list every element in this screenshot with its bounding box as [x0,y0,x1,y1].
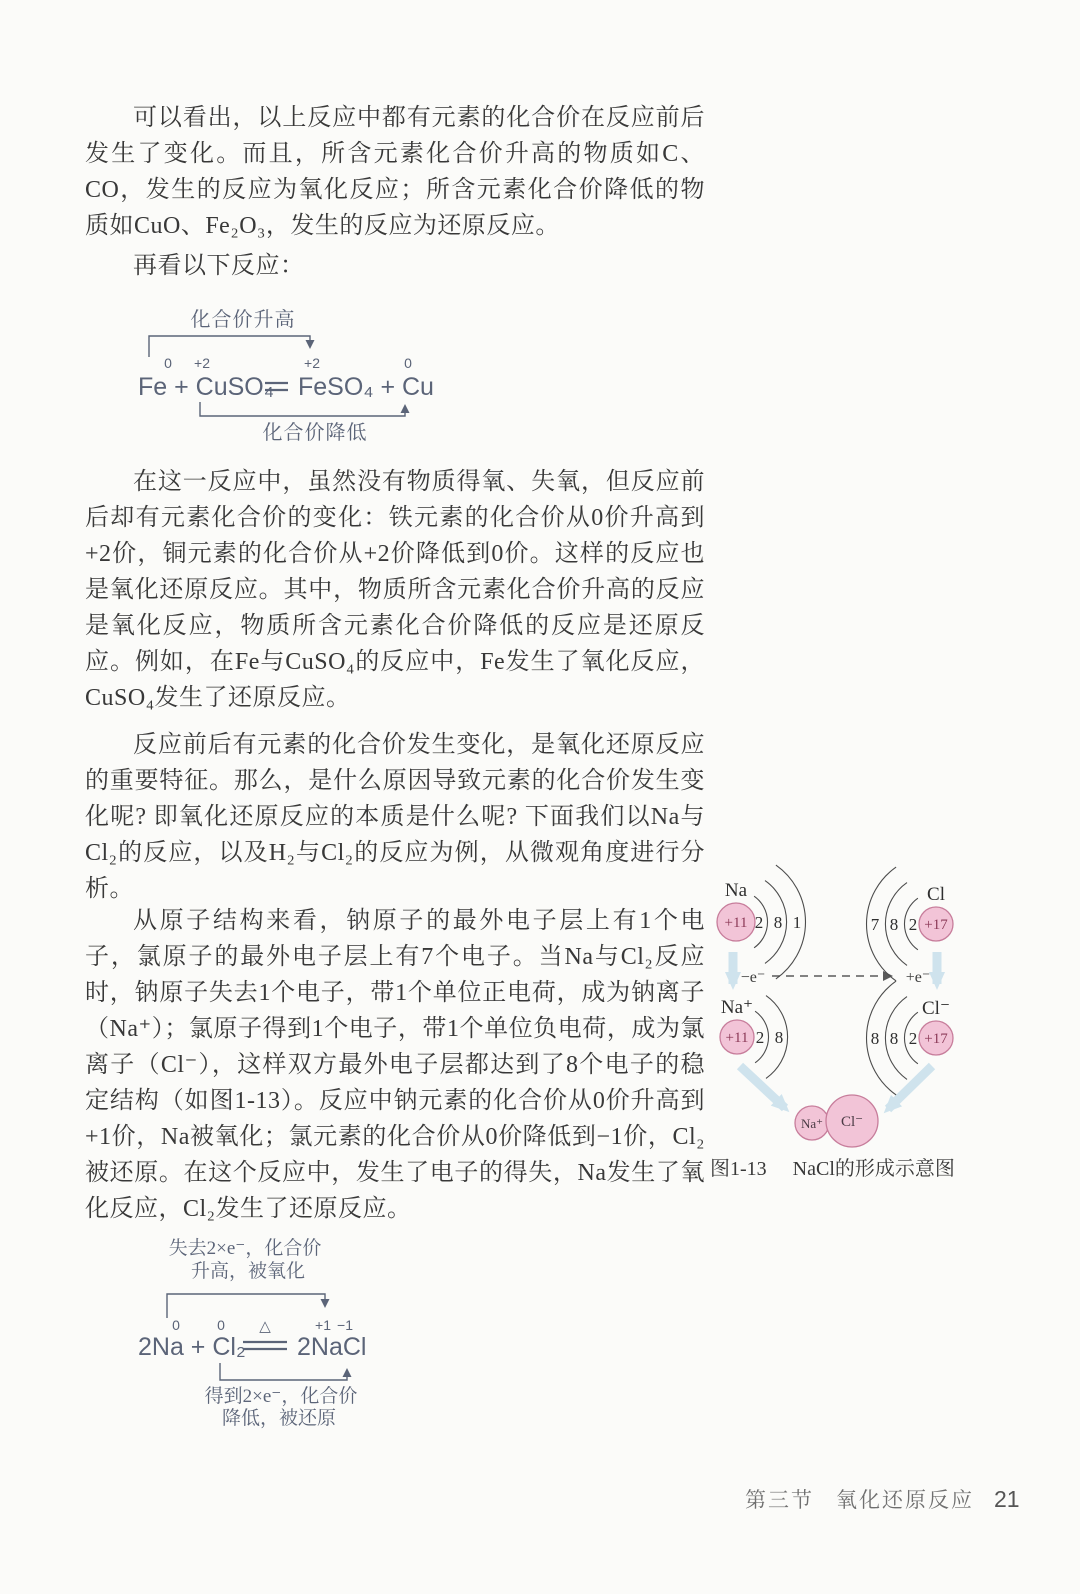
na-to-pair-arrow [740,1066,785,1108]
footer-page-number: 21 [994,1486,1020,1512]
electron-count: 2 [908,915,918,934]
ox-state-na: 0 [172,1317,180,1333]
electron-count: 8 [870,1029,880,1048]
delta-symbol: △ [259,1319,271,1335]
nuclear-charge: +17 [924,917,948,933]
valence-down-arrow [200,402,405,416]
atom-label: Cl⁻ [922,998,950,1019]
atom-Na⁺ [720,996,788,1079]
nuclear-charge: +11 [724,915,748,931]
electron-count: 8 [889,915,899,934]
equation2-lhs: 2Na + Cl₂ [138,1333,246,1361]
paragraph-intro: 可以看出，以上反应中都有元素的化合价在反应前后发生了变化。而且，所含元素化合价升高的物质如C、CO，发生的反应为氧化反应；所含元素化合价降低的物质如CuO、Fe₂O₃，发生的反应为还原反应。 [85,105,705,239]
paragraph-redox: 在这一反应中，虽然没有物质得氧、失氧，但反应前后却有元素化合价的变化：铁元素的化合价从0价升高到+2价，铜元素的化合价从+2价降低到0价。这样的反应也是氧化还原反应。其中，物质所含元素化合价升高的反应是氧化反应，物质所含元素化合价降低的反应是还原反应。例如，在Fe与CuSO₄的反应中，Fe发生了氧化反应，CuSO₄发生了还原反应。 [85,469,705,711]
electron-count: 2 [754,913,764,932]
nuclear-charge: +17 [924,1031,948,1047]
equation2-rhs: 2NaCl [297,1333,367,1361]
ox-state-cl: 0 [217,1317,225,1333]
valence-up-arrow [149,336,310,357]
lose-electron-label-line1: 失去2×e⁻，化合价 [168,1238,322,1259]
page-footer [745,1484,1020,1514]
footer-section-title: 氧化还原反应 [836,1488,974,1512]
gain-electron-label-line2: 降低，被还原 [221,1408,337,1429]
plus-electron-label: +e⁻ [905,969,931,986]
figure-number: 图1-13 [710,1158,767,1180]
footer-section-number: 第三节 [745,1488,814,1512]
figure-nacl-formation [695,868,1035,1168]
ion-label: Na⁺ [800,1116,824,1131]
paragraph-question: 反应前后有元素的化合价发生变化，是氧化还原反应的重要特征。那么，是什么原因导致元素的化合价发生变化呢? 即氧化还原反应的本质是什么呢? 下面我们以Na与Cl₂的反应，以及H₂与Cl₂的反应为例，从微观角度进行分析。 [85,732,705,902]
lose-electron-label-line2: 升高，被氧化 [190,1261,306,1282]
atom-label: Na [724,880,748,901]
electron-count: 2 [755,1028,765,1047]
ion-label: Cl⁻ [840,1114,864,1130]
figure-title: NaCl的形成示意图 [792,1158,955,1180]
ox-state-cu-left: +2 [194,355,210,371]
ox-state-plus1: +1 [315,1317,331,1333]
cl-to-pair-arrow [888,1066,932,1109]
nuclear-charge: +11 [725,1030,749,1046]
valence-up-label: 化合价升高 [190,309,296,331]
electron-count: 8 [773,913,783,932]
atom-Cl⁻ [867,981,953,1095]
equation-diagram-na-cl2 [135,1228,425,1438]
equation-diagram-fe-cuso4 [133,300,433,450]
gain-electron-label-line1: 得到2×e⁻，化合价 [204,1386,358,1407]
atom-label: Na⁺ [720,997,754,1018]
minus-electron-label: −e⁻ [740,969,766,986]
atom-label: Cl [927,884,945,905]
ox-state-cu-right: 0 [404,355,412,371]
electron-count: 8 [889,1029,899,1048]
paragraph-lead-in: 再看以下反应： [133,253,305,279]
ion-pair [795,1095,878,1147]
electron-count: 8 [774,1028,784,1047]
ox-state-fe-right: +2 [304,355,320,371]
ox-state-fe: 0 [164,355,172,371]
figure-caption [710,1152,955,1181]
valence-down-label: 化合价降低 [262,422,368,444]
paragraph-structure: 从原子结构来看，钠原子的最外电子层上有1个电子，氯原子的最外电子层上有7个电子。当Na与Cl₂反应时，钠原子失去1个电子，带1个单位正电荷，成为钠离子（Na⁺）；氯原子得到1个电子，带1个单位负电荷，成为氯离子（Cl⁻），这样双方最外电子层都达到了8个电子的稳定结构（如图1-13）。反应中钠元素的化合价从0价升高到+1价，Na被氧化；氯元素的化合价从0价降低到−1价，Cl₂被还原。在这个反应中，发生了电子的得失，Na发生了氧化反应，Cl₂发生了还原反应。 [85,908,705,1222]
equation1-rhs: FeSO₄ + Cu [298,373,434,401]
equation1-lhs: Fe + CuSO₄ [138,373,274,401]
ox-state-minus1: −1 [337,1317,353,1333]
electron-count: 7 [870,915,880,934]
reduced-arrow [220,1363,347,1380]
oxidized-arrow [167,1294,325,1318]
electron-count: 2 [908,1029,918,1048]
electron-count: 1 [792,913,802,932]
